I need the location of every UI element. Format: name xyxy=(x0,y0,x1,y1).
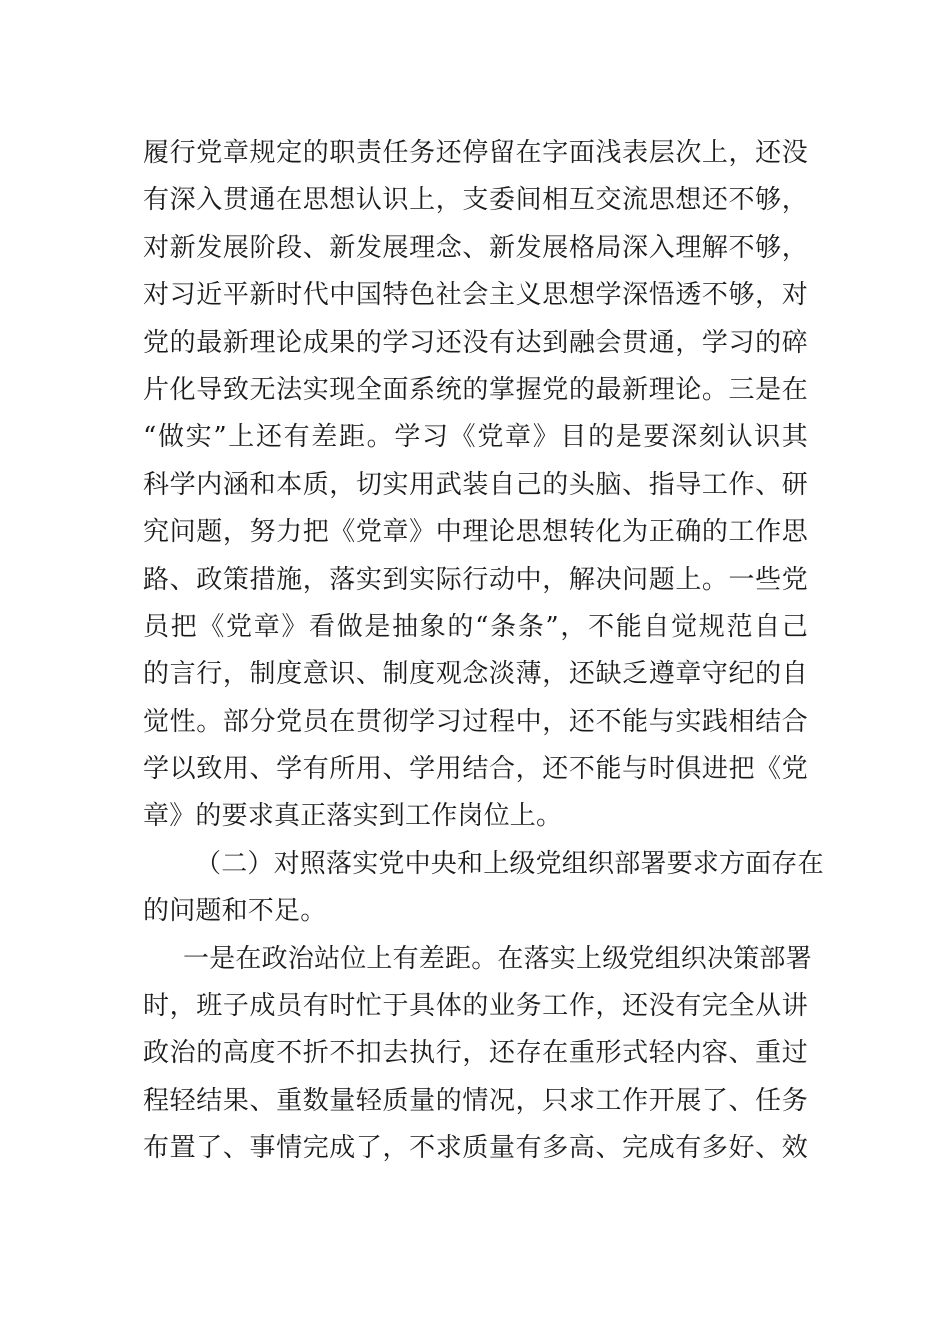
text-line: 党的最新理论成果的学习还没有达到融会贯通，学习的碎 xyxy=(143,327,808,358)
text-line: 一是在政治站位上有差距。在落实上级党组织决策部署 xyxy=(183,943,812,974)
text-line: 究问题，努力把《党章》中理论思想转化为正确的工作思 xyxy=(143,517,808,548)
body-text xyxy=(143,130,824,1173)
text-line: 的言行，制度意识、制度观念淡薄，还缺乏遵章守纪的自 xyxy=(143,659,808,690)
text-line: 觉性。部分党员在贯彻学习过程中，还不能与实践相结合 xyxy=(143,706,808,737)
text-line: 学以致用、学有所用、学用结合，还不能与时俱进把《党 xyxy=(143,754,808,785)
text-line: 对习近平新时代中国特色社会主义思想学深悟透不够，对 xyxy=(143,280,808,311)
text-line: 时，班子成员有时忙于具体的业务工作，还没有完全从讲 xyxy=(143,991,808,1022)
text-line: 有深入贯通在思想认识上，支委间相互交流思想还不够， xyxy=(143,185,808,216)
text-line: 员把《党章》看做是抽象的“条条”，不能自觉规范自己 xyxy=(143,611,808,642)
text-line: 布置了、事情完成了，不求质量有多高、完成有多好、效 xyxy=(143,1133,808,1164)
text-line: 程轻结果、重数量轻质量的情况，只求工作开展了、任务 xyxy=(143,1085,808,1116)
text-line: 政治的高度不折不扣去执行，还存在重形式轻内容、重过 xyxy=(143,1038,808,1069)
section-heading-line: （二）对照落实党中央和上级党组织部署要求方面存在 xyxy=(195,848,824,879)
text-line: 对新发展阶段、新发展理念、新发展格局深入理解不够， xyxy=(143,232,808,263)
text-line: 履行党章规定的职责任务还停留在字面浅表层次上，还没 xyxy=(143,138,808,168)
text-line: 片化导致无法实现全面系统的掌握党的最新理论。三是在 xyxy=(143,374,808,405)
text-line: 路、政策措施，落实到实际行动中，解决问题上。一些党 xyxy=(143,564,808,595)
section-heading-line: 的问题和不足。 xyxy=(143,896,327,927)
text-line: 科学内涵和本质，切实用武装自己的头脑、指导工作、研 xyxy=(143,469,808,500)
text-line: 章》的要求真正落实到工作岗位上。 xyxy=(143,801,563,832)
text-line: “做实”上还有差距。学习《党章》目的是要深刻认识其 xyxy=(143,422,808,453)
